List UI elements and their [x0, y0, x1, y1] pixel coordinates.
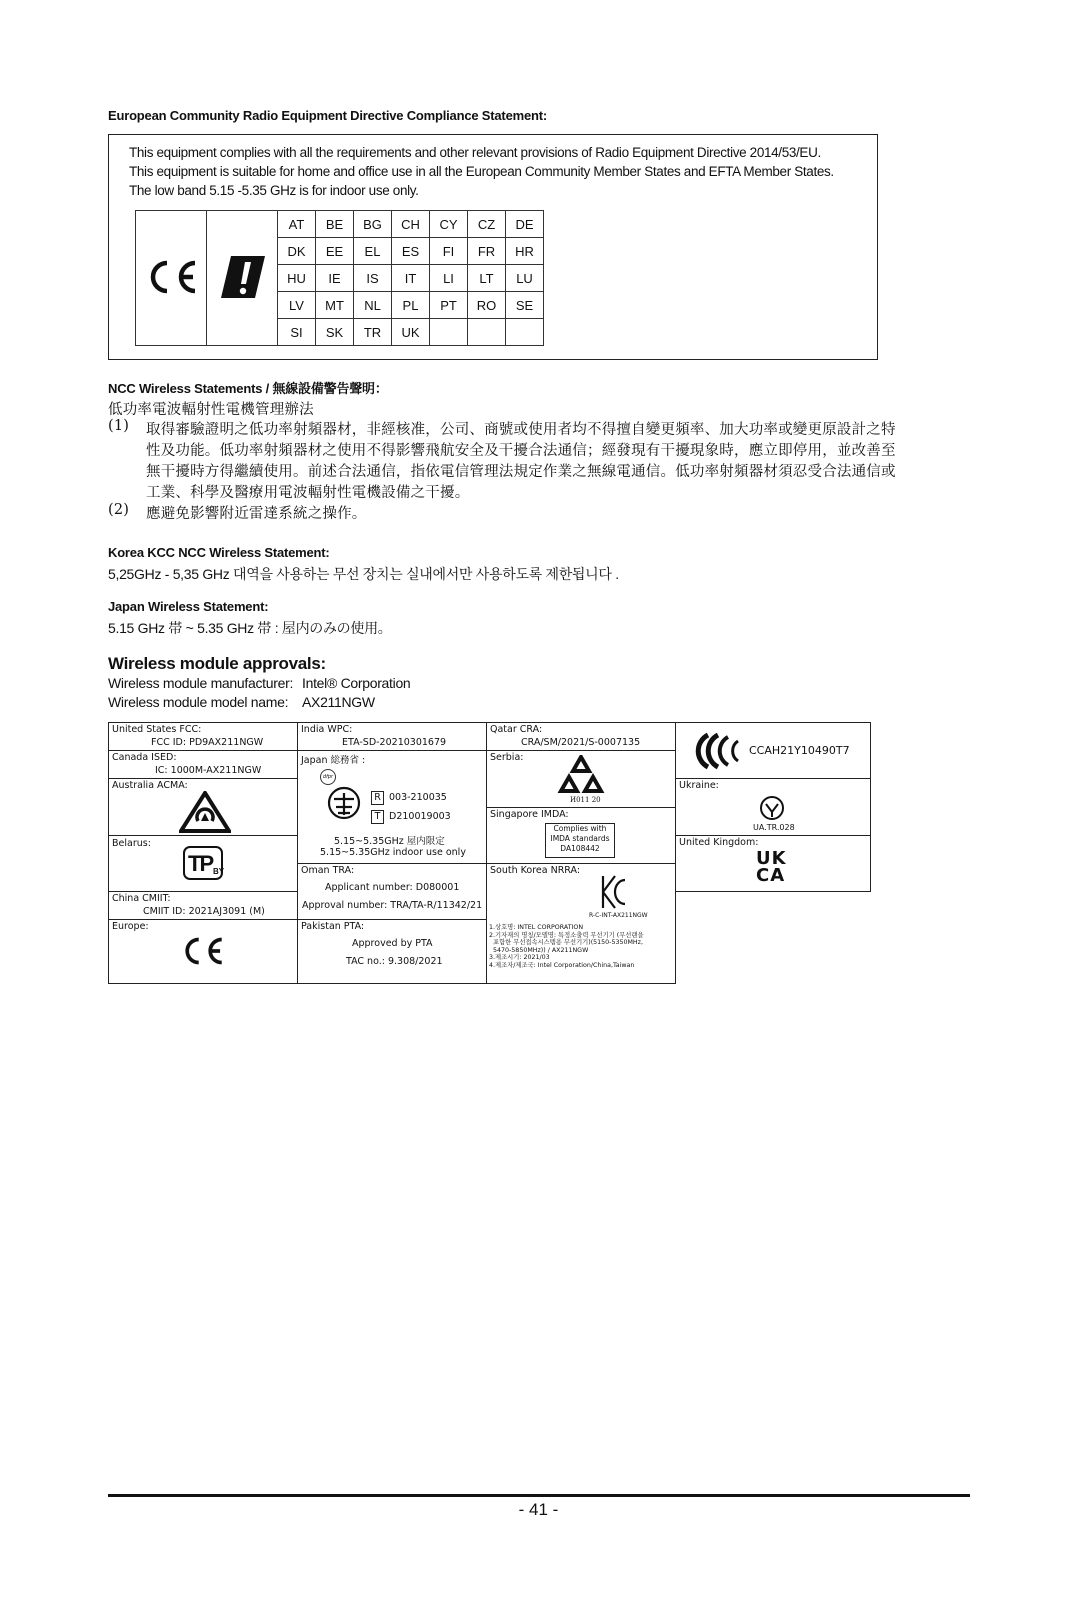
ce-mark-icon [143, 257, 199, 297]
ncc-item2-text: 應避免影響附近雷達系統之操作。 [146, 506, 367, 522]
footer-rule [108, 1494, 970, 1497]
approval-label: Canada ISED: [112, 752, 177, 763]
approval-value: Approved by PTA [352, 938, 433, 949]
kr-details [489, 924, 644, 969]
country-grid [135, 210, 544, 346]
approval-china-cmiit [108, 891, 298, 920]
ce-mark-cell [136, 211, 207, 346]
approval-australia-acma [108, 778, 298, 836]
ukca-mark-line: UK [756, 848, 787, 869]
country-code: MT [316, 292, 354, 319]
module-heading: Wireless module approvals: [108, 654, 326, 673]
country-code: AT [278, 211, 316, 238]
eu-heading: European Community Radio Equipment Directive Compliance Statement: [108, 108, 547, 123]
giteki-mark-icon [326, 785, 362, 821]
approval-japan-mic [297, 750, 487, 864]
jp-indoor-note-ja: 5.15~5.35GHz 屋内限定 [334, 836, 445, 847]
approval-label: Belarus: [112, 838, 151, 849]
ncc-item1-line: 性及功能。低功率射頻器材之使用不得影響飛航安全及干擾合法通信；經發現有干擾現象時，應立即停用，並改善至 [146, 443, 896, 459]
korea-text: 5,25GHz - 5,35 GHz 대역을 사용하는 무선 장치는 실내에서만 사용하도록 제한됩니다 . [108, 566, 619, 582]
approval-oman-tra [297, 863, 487, 920]
country-code: TR [354, 319, 392, 346]
country-code: BE [316, 211, 354, 238]
country-code: PT [430, 292, 468, 319]
japan-text: 5.15 GHz 帯 ~ 5.35 GHz 帯 : 屋内のみの使用。 [108, 620, 392, 636]
ukca-mark [756, 850, 787, 884]
approval-label: Oman TRA: [301, 865, 355, 876]
approval-value: Applicant number: D080001 [325, 882, 460, 893]
country-code: SK [316, 319, 354, 346]
approval-label: China CMIIT: [112, 893, 171, 904]
warning-alert-icon [217, 254, 267, 300]
country-code: BG [354, 211, 392, 238]
approval-label: India WPC: [301, 724, 353, 735]
ukraine-code: UA.TR.028 [753, 823, 795, 832]
approval-value: Approval number: TRA/TA-R/11342/21 [302, 900, 483, 911]
alert-mark-cell [207, 211, 278, 346]
korea-heading: Korea KCC NCC Wireless Statement: [108, 545, 330, 560]
kr-detail-line: 포함한 무선접속시스템용 무선기기)(5150-5350MHz, [489, 939, 643, 946]
country-code: LT [468, 265, 506, 292]
ukraine-conformity-mark-icon [759, 795, 785, 821]
rcm-mark-icon [179, 791, 231, 833]
ukca-mark-line: CA [756, 865, 786, 886]
jp-r-box: R [371, 791, 384, 805]
ncc-waves-logo-icon [694, 731, 742, 771]
country-code: ES [392, 238, 430, 265]
kr-detail-line: 3.제조시기: 2021/03 [489, 954, 550, 961]
approval-label: Serbia: [490, 752, 524, 763]
country-code: EE [316, 238, 354, 265]
country-code: PL [392, 292, 430, 319]
approval-label: Japan 総務省 : [301, 755, 366, 766]
approval-belarus [108, 835, 298, 892]
country-code: LU [506, 265, 544, 292]
approvals-table [108, 722, 871, 984]
kr-certification-code: R-C-INT-AX211NGW [589, 912, 648, 919]
approval-korea-nrra [486, 863, 676, 984]
approval-label: South Korea NRRA: [490, 865, 581, 876]
page-number: - 41 - [518, 1500, 559, 1519]
eu-line-3: The low band 5.15 -5.35 GHz is for indoor use only. [129, 183, 419, 198]
approval-united-kingdom [675, 835, 871, 892]
country-code [430, 319, 468, 346]
country-code [468, 319, 506, 346]
jp-r-number: 003-210035 [389, 792, 447, 803]
ncc-item1-line: 無干擾時方得繼續使用。前述合法通信，指依電信管理法規定作業之無線電通信。低功率射頻器材須忍受合法通信或 [146, 464, 896, 480]
ce-mark-icon [179, 934, 225, 968]
country-code: CY [430, 211, 468, 238]
ncc-item1-line: 工業、科學及醫療用電波輻射性電機設備之干擾。 [146, 485, 470, 501]
eu-line-2: This equipment is suitable for home and office use in all the European Community Member States and EFTA Member States. [129, 164, 834, 179]
imda-badge [545, 823, 615, 858]
country-code: HU [278, 265, 316, 292]
country-code: CH [392, 211, 430, 238]
jp-t-box: T [371, 810, 384, 824]
approval-label: United Kingdom: [679, 837, 759, 848]
kr-detail-line: 4.제조자/제조국: Intel Corporation/China,Taiwan [489, 961, 635, 969]
country-code: CZ [468, 211, 506, 238]
imda-badge-line: Complies with [553, 824, 607, 833]
approval-label: Qatar CRA: [490, 724, 543, 735]
country-code: IT [392, 265, 430, 292]
country-code: IS [354, 265, 392, 292]
approval-value: CMIIT ID: 2021AJ3091 (M) [143, 906, 265, 917]
approval-label: Europe: [112, 921, 149, 932]
kc-mark-icon [601, 874, 627, 910]
country-code: DE [506, 211, 544, 238]
kr-detail-line: 2.기자재의 명칭/모델명: 특정소출력 무선기기 (무선랜을 [489, 931, 644, 939]
country-code: EL [354, 238, 392, 265]
ncc-heading: NCC Wireless Statements / 無線設備警告聲明： [108, 381, 388, 396]
kr-detail-line: 1.상호명: INTEL CORPORATION [489, 924, 584, 931]
ncc-item-number: (1) [108, 418, 130, 434]
country-code: LI [430, 265, 468, 292]
eu-line-1: This equipment complies with all the requirements and other relevant provisions of Radio Equipment Directive 2014/53/EU. [129, 145, 821, 160]
approval-serbia [486, 750, 676, 808]
approval-value: IC: 1000M-AX211NGW [155, 765, 262, 776]
country-code: SE [506, 292, 544, 319]
country-code: IE [316, 265, 354, 292]
country-code: HR [506, 238, 544, 265]
approval-value: FCC ID: PD9AX211NGW [151, 737, 264, 748]
serbia-code: И011 20 [570, 796, 601, 804]
anatel-number: CCAH21Y10490T7 [749, 744, 850, 757]
model-value: AX211NGW [302, 694, 375, 710]
approval-europe [108, 919, 298, 984]
approval-singapore-imda [486, 807, 676, 864]
approval-qatar-cra [486, 722, 676, 751]
manufacturer-label: Wireless module manufacturer: [108, 675, 294, 691]
country-code: FR [468, 238, 506, 265]
manufacturer-value: Intel® Corporation [302, 675, 411, 691]
approval-value: CRA/SM/2021/S-0007135 [521, 737, 641, 748]
ncc-item-number: (2) [108, 502, 130, 518]
ncc-item1-line: 取得審驗證明之低功率射頻器材，非經核准，公司、商號或使用者均不得擅自變更頻率、加大功率或變更原設計之特 [146, 422, 896, 438]
jp-indoor-note-en: 5.15~5.35GHz indoor use only [320, 847, 466, 858]
country-code: UK [392, 319, 430, 346]
tp-logo-text: TP [188, 851, 213, 876]
country-code [506, 319, 544, 346]
approval-india-wpc [297, 722, 487, 751]
dfpr-logo: dfpr [320, 769, 336, 785]
country-code: RO [468, 292, 506, 319]
eu-compliance-box [108, 134, 878, 360]
approval-value: TAC no.: 9.308/2021 [346, 956, 443, 967]
approval-ukraine [675, 778, 871, 836]
approval-label: Singapore IMDA: [490, 809, 569, 820]
country-code: SI [278, 319, 316, 346]
serbia-triangle-mark-icon [557, 755, 605, 795]
eac-tp-logo [183, 846, 223, 880]
country-code: LV [278, 292, 316, 319]
japan-heading: Japan Wireless Statement: [108, 599, 269, 614]
approval-value: ETA-SD-20210301679 [342, 737, 447, 748]
imda-badge-line: DA108442 [560, 844, 600, 853]
country-code: DK [278, 238, 316, 265]
approval-label: Ukraine: [679, 780, 719, 791]
country-code: FI [430, 238, 468, 265]
approval-us-fcc [108, 722, 298, 751]
ncc-subtitle: 低功率電波輻射性電機管理辦法 [108, 402, 314, 418]
approval-pakistan-pta [297, 919, 487, 984]
model-label: Wireless module model name: [108, 694, 289, 710]
imda-badge-line: IMDA standards [550, 834, 610, 843]
approval-label: Pakistan PTA: [301, 921, 365, 932]
jp-t-number: D210019003 [389, 811, 451, 822]
tp-logo-sub: BY [213, 867, 225, 876]
approval-label: United States FCC: [112, 724, 202, 735]
kr-detail-line: 5470-5850MHz)) / AX211NGW [489, 946, 589, 954]
approval-anatel [675, 722, 871, 779]
approval-canada-ised [108, 750, 298, 779]
approval-label: Australia ACMA: [112, 780, 188, 791]
country-code: NL [354, 292, 392, 319]
